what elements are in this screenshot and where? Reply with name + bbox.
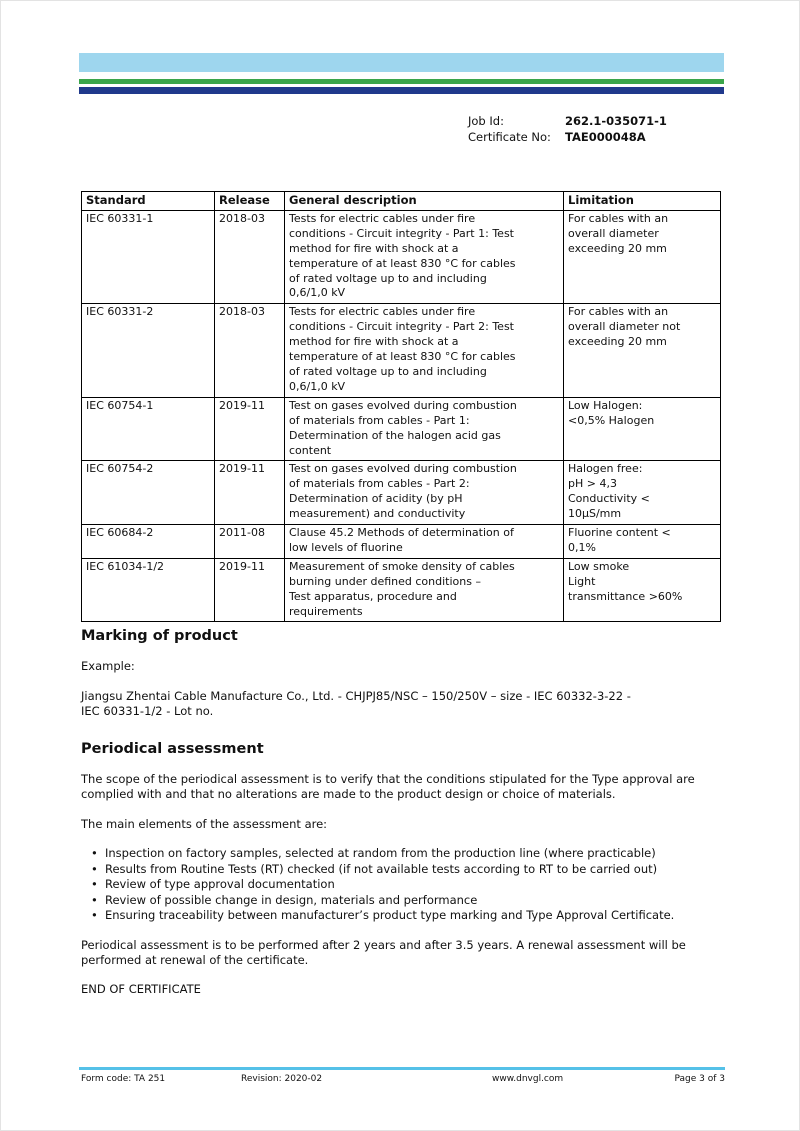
description-cell: Test on gases evolved during combustion of materials from cables - Part 2: Determination of acidity (by pH measurement) and conductivity <box>285 461 564 525</box>
limitation-cell: For cables with an overall diameter exceeding 20 mm <box>564 210 721 303</box>
release-cell: 2018-03 <box>215 304 285 397</box>
release-cell: 2019-11 <box>215 461 285 525</box>
release-cell: 2019-11 <box>215 558 285 622</box>
table-row <box>82 397 721 461</box>
job-id-block <box>468 113 667 145</box>
release-cell: 2019-11 <box>215 397 285 461</box>
job-id-row <box>468 113 667 129</box>
table-header-row <box>82 192 721 211</box>
certificate-no-row <box>468 129 667 145</box>
list-item: • Review of possible change in design, materials and performance <box>81 893 725 909</box>
limitation-cell: Low smoke Light transmittance >60% <box>564 558 721 622</box>
table-row <box>82 210 721 303</box>
footer-form-code: Form code: TA 251 <box>81 1074 166 1084</box>
limitation-cell: Low Halogen: <0,5% Halogen <box>564 397 721 461</box>
standard-cell: IEC 61034-1/2 <box>82 558 215 622</box>
assessment-scope-text: The scope of the periodical assessment is to verify that the conditions stipulated for the Type approval are complied with and that no alterations are made to the product design or choice of materials. <box>81 771 695 801</box>
standard-cell: IEC 60754-2 <box>82 461 215 525</box>
standards-table <box>81 191 721 622</box>
table-row <box>82 304 721 397</box>
assessment-elements-intro: The main elements of the assessment are: <box>81 816 328 831</box>
limitation-cell: Halogen free: pH > 4,3 Conductivity < 10µS/mm <box>564 461 721 525</box>
navy-bar <box>79 87 724 94</box>
release-cell: 2018-03 <box>215 210 285 303</box>
description-cell: Clause 45.2 Methods of determination of low levels of fluorine <box>285 525 564 559</box>
table-row <box>82 558 721 622</box>
standard-cell: IEC 60331-1 <box>82 210 215 303</box>
description-cell: Test on gases evolved during combustion of materials from cables - Part 1: Determination of the halogen acid gas content <box>285 397 564 461</box>
example-label: Example: <box>81 659 135 673</box>
table-row <box>82 461 721 525</box>
list-item: • Review of type approval documentation <box>81 877 725 893</box>
column-header-release: Release <box>215 192 285 211</box>
list-item: • Results from Routine Tests (RT) checked (if not available tests according to RT to be carried out) <box>81 862 725 878</box>
certificate-no-value: TAE000048A <box>565 130 646 144</box>
column-header-description: General description <box>285 192 564 211</box>
periodical-assessment-heading: Periodical assessment <box>81 740 264 757</box>
footer-rule <box>79 1067 725 1070</box>
marking-of-product-heading: Marking of product <box>81 628 238 644</box>
footer-row <box>79 1073 725 1087</box>
column-header-standard: Standard <box>82 192 215 211</box>
footer-website: www.dnvgl.com <box>492 1074 564 1084</box>
list-item: • Ensuring traceability between manufacturer’s product type marking and Type Approval Certificate. <box>81 908 725 924</box>
description-cell: Tests for electric cables under fire conditions - Circuit integrity - Part 1: Test method for fire with shock at a temperature of at least 830 °C for cables of rated voltage up to and including 0,6/1,0 kV <box>285 210 564 303</box>
description-cell: Measurement of smoke density of cables burning under defined conditions – Test apparatus, procedure and requirements <box>285 558 564 622</box>
assessment-bullet-list <box>81 846 725 924</box>
certificate-no-label: Certificate No: <box>468 130 551 144</box>
list-item: • Inspection on factory samples, selected at random from the production line (where practicable) <box>81 846 725 862</box>
brand-header-bars <box>79 53 724 94</box>
standard-cell: IEC 60331-2 <box>82 304 215 397</box>
job-id-value: 262.1-035071-1 <box>565 114 667 128</box>
release-cell: 2011-08 <box>215 525 285 559</box>
column-header-limitation: Limitation <box>564 192 721 211</box>
green-bar <box>79 79 724 84</box>
standard-cell: IEC 60754-1 <box>82 397 215 461</box>
marking-example-text: Jiangsu Zhentai Cable Manufacture Co., Ltd. - CHJPJ85/NSC – 150/250V – size - IEC 60332-3-22 - IEC 60331-1/2 - Lot no. <box>81 688 631 718</box>
limitation-cell: Fluorine content < 0,1% <box>564 525 721 559</box>
footer-revision: Revision: 2020-02 <box>241 1074 323 1084</box>
footer-page-number: Page 3 of 3 <box>674 1074 725 1084</box>
table-row <box>82 525 721 559</box>
job-id-label: Job Id: <box>468 114 504 128</box>
light-blue-bar <box>79 53 724 72</box>
assessment-schedule-text: Periodical assessment is to be performed after 2 years and after 3.5 years. A renewal assessment will be performed at renewal of the certificate. <box>81 937 686 967</box>
standard-cell: IEC 60684-2 <box>82 525 215 559</box>
limitation-cell: For cables with an overall diameter not exceeding 20 mm <box>564 304 721 397</box>
description-cell: Tests for electric cables under fire conditions - Circuit integrity - Part 2: Test method for fire with shock at a temperature of at least 830 °C for cables of rated voltage up to and including 0,6/1,0 kV <box>285 304 564 397</box>
page-footer <box>79 1067 725 1087</box>
end-of-certificate-text: END OF CERTIFICATE <box>81 981 201 996</box>
body-content <box>81 628 725 997</box>
